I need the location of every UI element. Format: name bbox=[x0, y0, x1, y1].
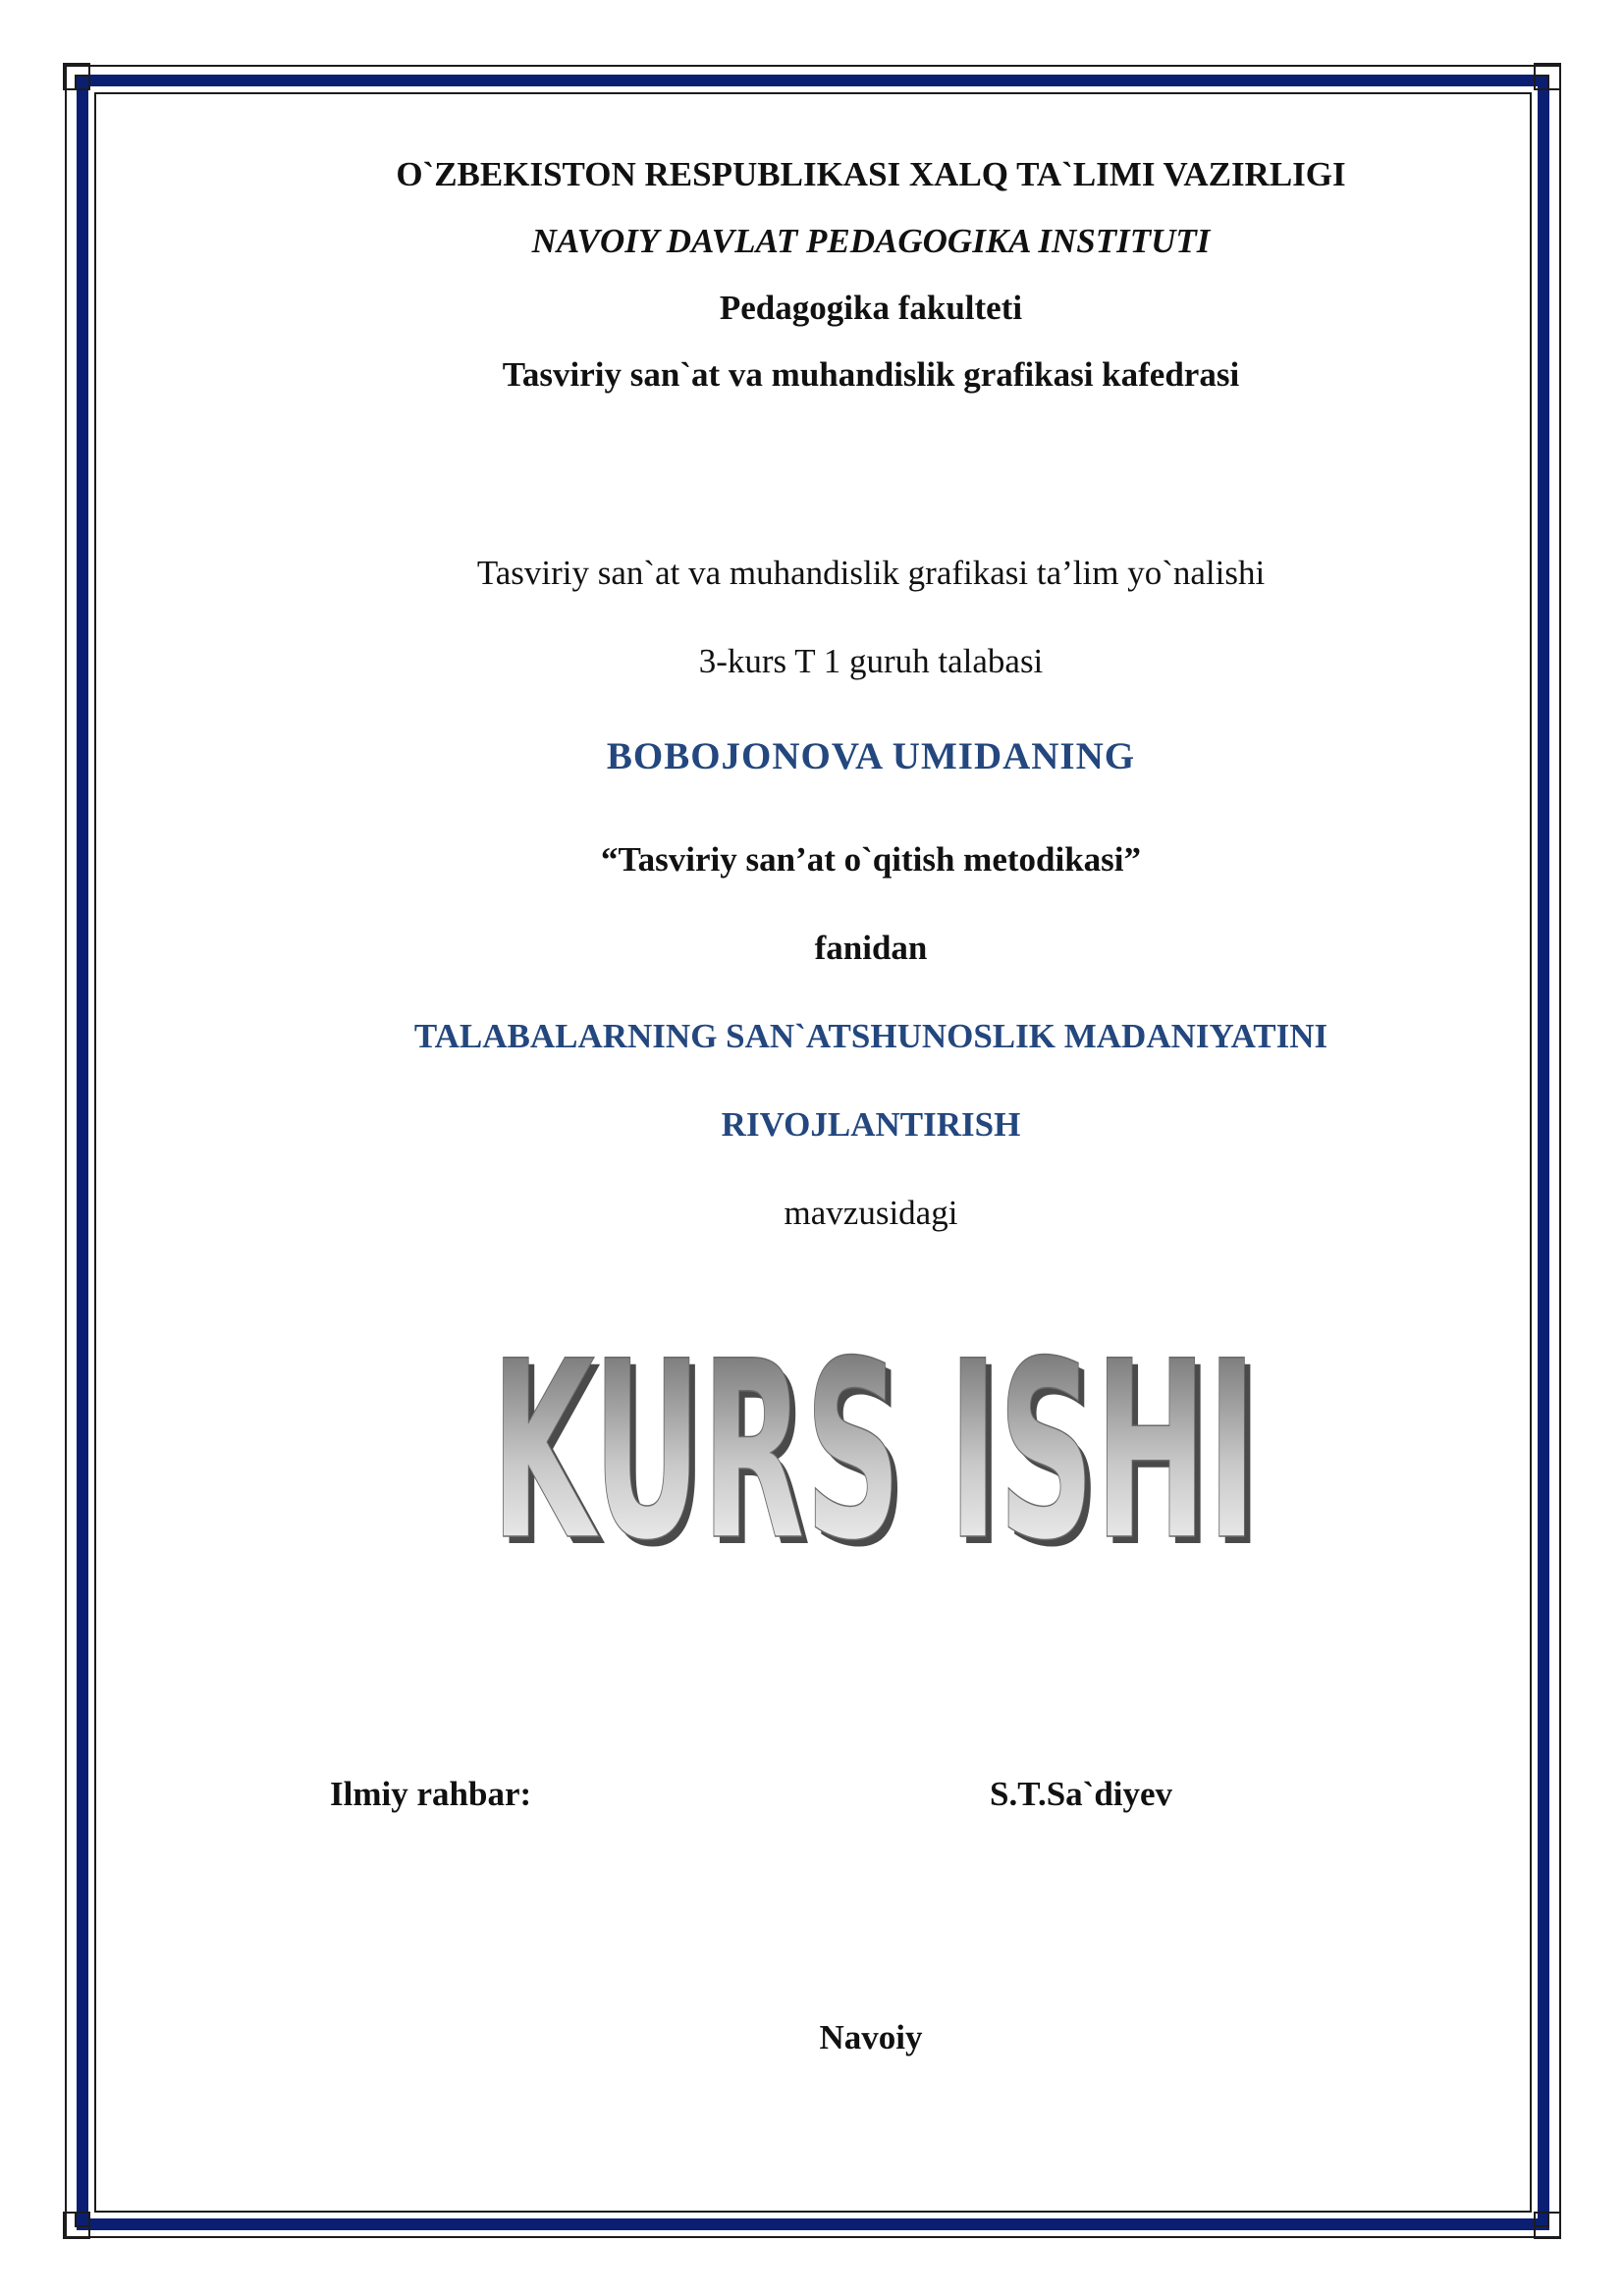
border-corner-ornament bbox=[1534, 2212, 1561, 2239]
institute-heading: NAVOIY DAVLAT PEDAGOGIKA INSTITUTI bbox=[531, 222, 1211, 260]
student-group: 3-kurs T 1 guruh talabasi bbox=[698, 642, 1044, 680]
subject-title: “Tasviriy san’at o`qitish metodikasi” bbox=[600, 840, 1142, 879]
border-corner-ornament bbox=[63, 63, 90, 90]
border-corner-ornament bbox=[1534, 63, 1561, 90]
department-heading: Tasviriy san`at va muhandislik grafikasi kafedrasi bbox=[502, 355, 1240, 394]
topic-suffix: mavzusidagi bbox=[784, 1194, 958, 1232]
student-name: BOBOJONOVA UMIDANING bbox=[606, 735, 1136, 777]
subject-suffix: fanidan bbox=[814, 929, 928, 967]
supervisor-name: S.T.Sa`diyev bbox=[990, 1775, 1173, 1813]
supervisor-label: Ilmiy rahbar: bbox=[330, 1775, 532, 1813]
faculty-heading: Pedagogika fakulteti bbox=[719, 289, 1023, 327]
city-name: Navoiy bbox=[819, 2018, 923, 2056]
work-type-wordart bbox=[481, 1335, 1267, 1561]
work-type-shadow: KURS ISHI bbox=[497, 1335, 1263, 1561]
topic-line-2: RIVOJLANTIRISH bbox=[721, 1105, 1021, 1144]
topic-line-1: TALABALARNING SAN`ATSHUNOSLIK MADANIYATINI bbox=[413, 1017, 1328, 1055]
work-type-text: KURS ISHI bbox=[491, 1335, 1257, 1561]
border-corner-ornament bbox=[63, 2212, 90, 2239]
study-direction: Tasviriy san`at va muhandislik grafikasi ta’lim yo`nalishi bbox=[476, 554, 1266, 592]
ministry-heading: O`ZBEKISTON RESPUBLIKASI XALQ TA`LIMI VAZIRLIGI bbox=[396, 155, 1346, 193]
page-border-inner bbox=[94, 92, 1532, 2213]
